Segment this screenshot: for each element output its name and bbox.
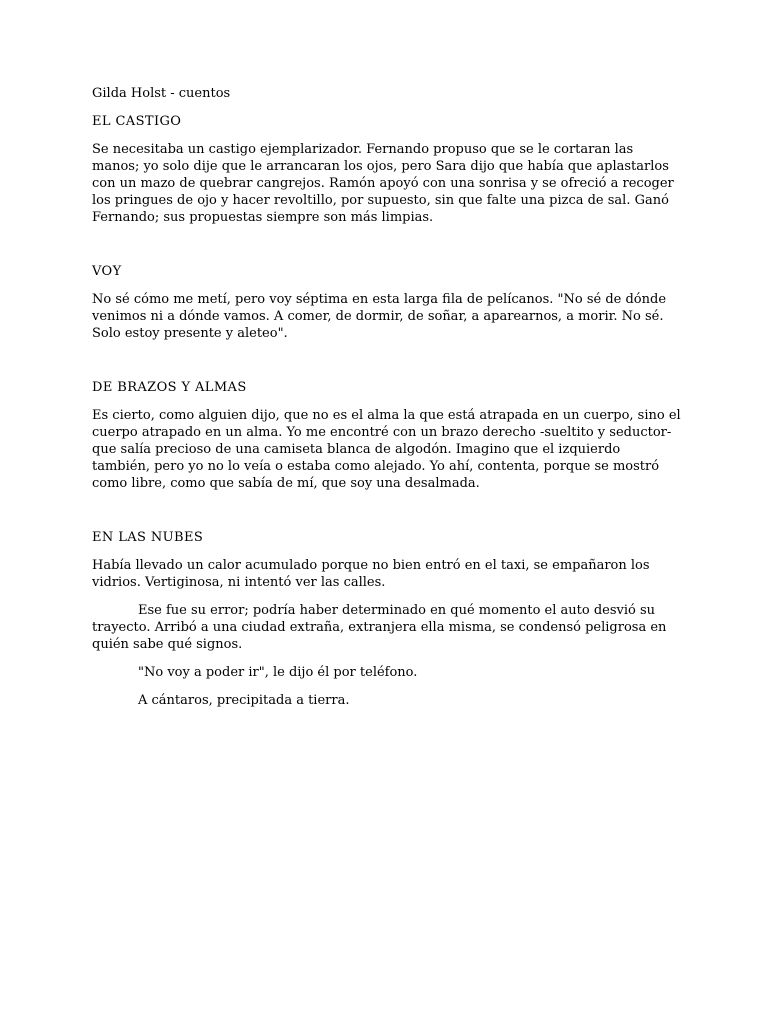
section-title-el-castigo: EL CASTIGO — [92, 114, 182, 129]
paragraph: Ese fue su error; podría haber determinado en qué momento el auto desvió su trayecto. Arribó a una ciudad extraña, extranjera ella misma, se condensó peligrosa en quién sabe qué signos. — [92, 603, 667, 652]
section-gap — [92, 237, 682, 263]
paragraph: A cántaros, precipitada a tierra. — [138, 693, 350, 708]
paragraph: Había llevado un calor acumulado porque no bien entró en el taxi, se empañaron los vidrios. Vertiginosa, ni intentó ver las calles. — [92, 558, 650, 590]
paragraph: Es cierto, como alguien dijo, que no es el alma la que está atrapada en un cuerpo, sino el cuerpo atrapado en un alma. Yo me encontré con un brazo derecho -sueltito y seductor- que salía precioso de una camiseta blanca de algodón. Imagino que el izquierdo también, pero yo no lo veía o estaba como alejado. Yo ahí, contenta, porque se mostró como libre, como que sabía de mí, que soy una desalmada. — [92, 408, 681, 491]
section-gap — [92, 503, 682, 529]
section-title-voy: VOY — [92, 264, 122, 279]
section-title-de-brazos-y-almas: DE BRAZOS Y ALMAS — [92, 380, 247, 395]
section-title-en-las-nubes: EN LAS NUBES — [92, 530, 204, 545]
document-header: Gilda Holst - cuentos — [92, 86, 231, 101]
paragraph: Se necesitaba un castigo ejemplarizador. Fernando propuso que se le cortaran las manos; yo solo dije que le arrancaran los ojos, pero Sara dijo que había que aplastarlos con un mazo de quebrar cangrejos. Ramón apoyó con una sonrisa y se ofreció a recoger los pringues de ojo y hacer revoltillo, por supuesto, sin que falte una pizca de sal. Ganó Fernando; sus propuestas siempre son más limpias. — [92, 142, 674, 225]
section-gap — [92, 353, 682, 379]
paragraph: No sé cómo me metí, pero voy séptima en esta larga fila de pelícanos. "No sé de dónde venimos ni a dónde vamos. A comer, de dormir, de soñar, a aparearnos, a morir. No sé. Solo estoy presente y aleteo". — [92, 292, 667, 341]
paragraph: "No voy a poder ir", le dijo él por teléfono. — [138, 665, 418, 680]
document-body — [92, 85, 682, 720]
